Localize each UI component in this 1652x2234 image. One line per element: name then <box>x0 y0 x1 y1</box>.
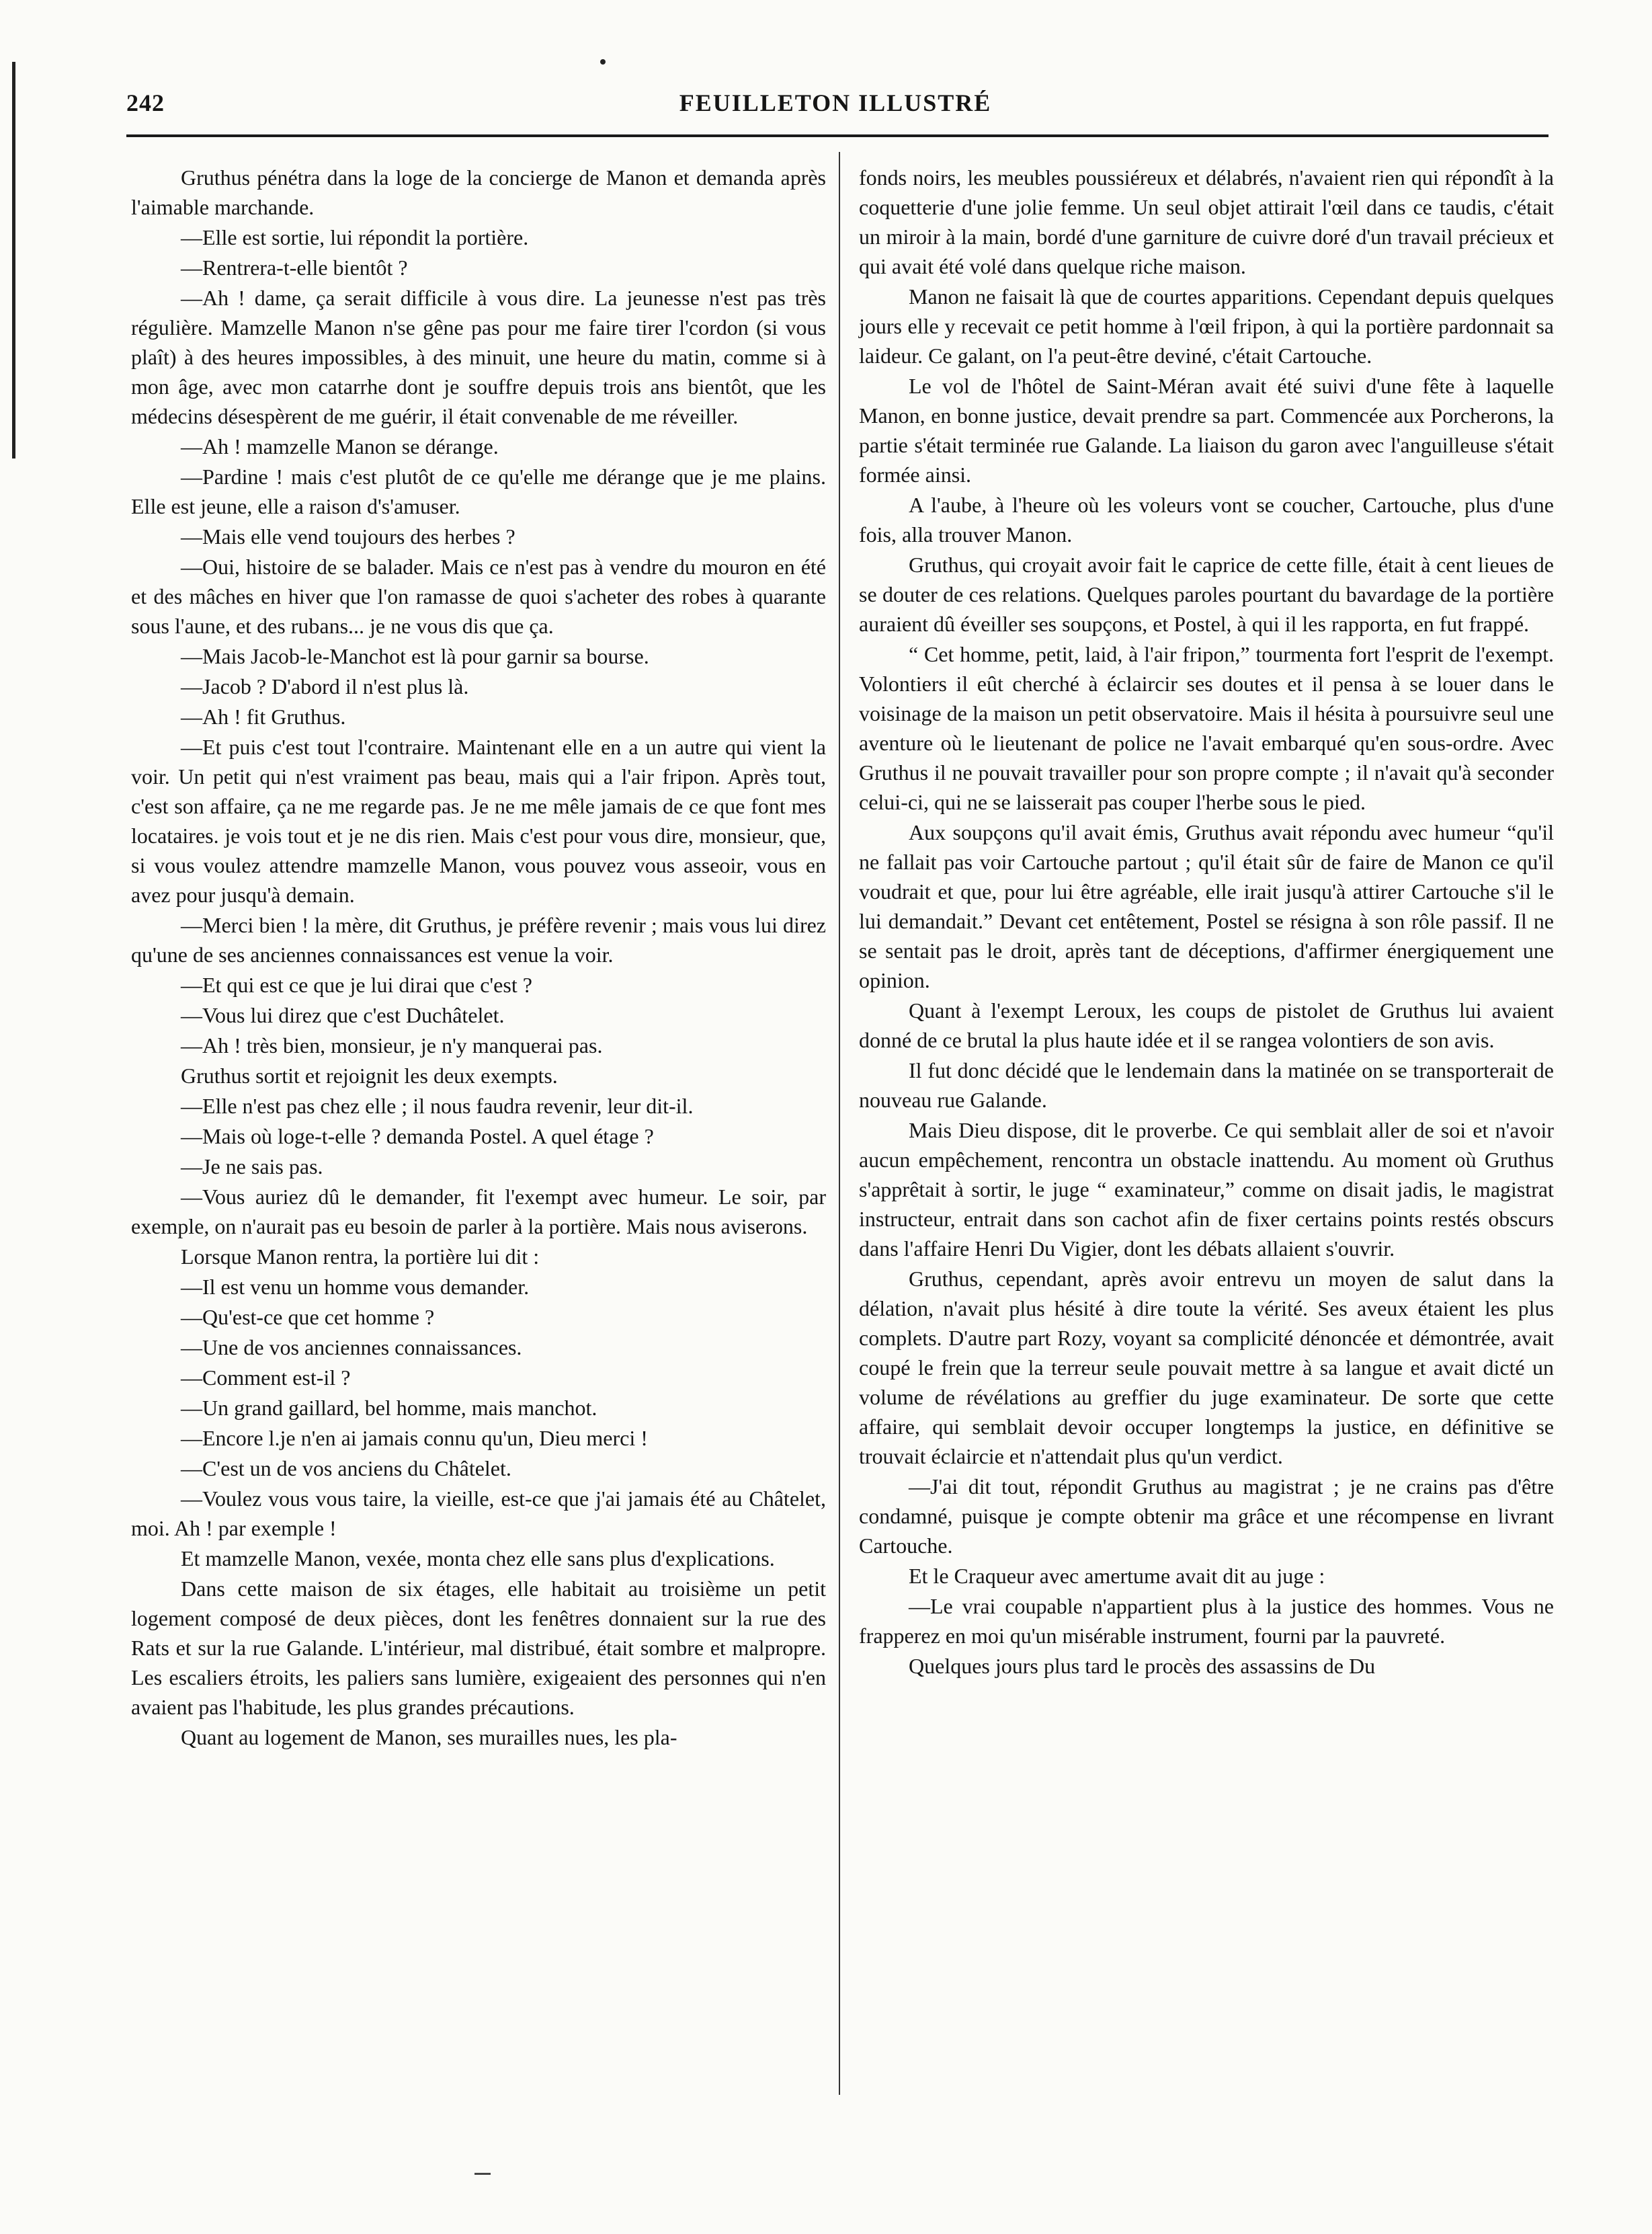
paragraph: “ Cet homme, petit, laid, à l'air fripon,” tourmenta fort l'esprit de l'exempt. Volontiers il eût cherché à éclaircir ses doutes et il pensa à se louer dans le voisinage de la maison un petit observatoire. Mais il hésita à poursuivre seul une aventure où le lieutenant de police ne l'avait embarqué qu'en sous-ordre. Avec Gruthus il ne pouvait travailler pour son propre compte ; il n'avait qu'à seconder celui-ci, qui ne se laisserait pas couper l'herbe sous le pied. <box>859 642 1554 814</box>
paragraph: —Le vrai coupable n'appartient plus à la justice des hommes. Vous ne frapperez en moi qu'un misérable instrument, fourni par la pauvreté. <box>859 1594 1554 1648</box>
paragraph: —Elle n'est pas chez elle ; il nous faudra revenir, leur dit-il. <box>181 1094 694 1118</box>
paragraph: —Ah ! fit Gruthus. <box>181 705 346 729</box>
page-number: 242 <box>126 89 165 116</box>
paragraph: —Voulez vous vous taire, la vieille, est-ce que j'ai jamais été au Châtelet, moi. Ah ! par exemple ! <box>131 1486 826 1540</box>
paragraph: Quant au logement de Manon, ses murailles nues, les pla- <box>181 1725 677 1749</box>
page-header <box>126 82 1544 129</box>
paragraph: Et le Craqueur avec amertume avait dit au juge : <box>909 1564 1325 1588</box>
paragraph: —Elle est sortie, lui répondit la portière. <box>181 225 529 249</box>
header-rule <box>126 134 1548 137</box>
paragraph: Il fut donc décidé que le lendemain dans la matinée on se transporterait de nouveau rue Galande. <box>859 1058 1554 1112</box>
right-column <box>859 163 1554 1681</box>
paragraph: Gruthus pénétra dans la loge de la concierge de Manon et demanda après l'aimable marchande. <box>131 165 826 219</box>
left-column <box>131 163 826 1753</box>
paragraph: —Ah ! dame, ça serait difficile à vous dire. La jeunesse n'est pas très régulière. Mamzelle Manon n'se gêne pas pour me faire tirer l'cordon (si vous plaît) à des heures impossibles, à des minuit, une heure du matin, comme si à mon âge, avec mon catarrhe dont je souffre depuis trois ans bientôt, que les médecins désespèrent de me guérir, il était convenable de me réveiller. <box>131 286 826 428</box>
binding-edge-mark <box>12 62 15 458</box>
paragraph: —Qu'est-ce que cet homme ? <box>181 1305 435 1329</box>
running-title: FEUILLETON ILLUSTRÉ <box>679 89 992 116</box>
paragraph: —Comment est-il ? <box>181 1365 351 1390</box>
paragraph: —Vous lui direz que c'est Duchâtelet. <box>181 1003 505 1027</box>
paragraph: Et mamzelle Manon, vexée, monta chez elle sans plus d'explications. <box>181 1546 775 1570</box>
paragraph: —Mais Jacob-le-Manchot est là pour garnir sa bourse. <box>181 644 649 668</box>
paragraph: —Oui, histoire de se balader. Mais ce n'est pas à vendre du mouron en été et des mâches en hiver que l'on ramasse de quoi s'acheter des robes à quarante sous l'aune, et des rubans... je ne vous dis que ça. <box>131 555 826 638</box>
paragraph: Aux soupçons qu'il avait émis, Gruthus avait répondu avec humeur “qu'il ne fallait pas voir Cartouche partout ; qu'il était sûr de faire de Manon ce qu'il voudrait et que, pour lui être agréable, elle irait jusqu'à attirer Cartouche s'il le lui demandait.” Devant cet entêtement, Postel se résigna à son rôle passif. Il ne se sentait pas le droit, après tant de déceptions, d'affirmer énergiquement une opinion. <box>859 820 1554 992</box>
paragraph: —Pardine ! mais c'est plutôt de ce qu'elle me dérange que je me plains. Elle est jeune, elle a raison d's'amuser. <box>131 465 826 518</box>
paragraph: —Vous auriez dû le demander, fit l'exempt avec humeur. Le soir, par exemple, on n'aurait pas eu besoin de parler à la portière. Mais nous aviserons. <box>131 1185 826 1238</box>
paragraph: Gruthus, qui croyait avoir fait le caprice de cette fille, était à cent lieues de se douter de ces relations. Quelques paroles pourtant du bavardage de la portière auraient dû éveiller ses soupçons, et Postel, à qui il les rapporta, en fut frappé. <box>859 553 1554 636</box>
paragraph: —Encore l.je n'en ai jamais connu qu'un, Dieu merci ! <box>181 1426 648 1450</box>
paragraph: Dans cette maison de six étages, elle habitait au troisième un petit logement composé de deux pièces, dont les fenêtres donnaient sur la rue des Rats et sur la rue Galande. L'intérieur, mal distribué, était sombre et malpropre. Les escaliers étroits, les paliers sans lumière, exigeaient des personnes qui n'en avaient pas l'habitude, les plus grandes précautions. <box>131 1577 826 1719</box>
paragraph: A l'aube, à l'heure où les voleurs vont se coucher, Cartouche, plus d'une fois, alla trouver Manon. <box>859 493 1554 547</box>
paragraph: Manon ne faisait là que de courtes apparitions. Cependant depuis quelques jours elle y recevait ce petit homme à l'œil fripon, à qui la portière pardonnait sa laideur. Ce galant, on l'a peut-être deviné, c'était Cartouche. <box>859 284 1554 368</box>
paragraph: Le vol de l'hôtel de Saint-Méran avait été suivi d'une fête à laquelle Manon, en bonne justice, devait prendre sa part. Commencée aux Porcherons, la partie s'était terminée rue Galande. La liaison du garon avec l'anguilleuse s'était formée ainsi. <box>859 374 1554 487</box>
paragraph: Quelques jours plus tard le procès des assassins de Du <box>909 1654 1376 1678</box>
ink-dot <box>600 59 606 65</box>
paragraph: —Rentrera-t-elle bientôt ? <box>181 255 408 280</box>
footer-dash <box>474 2173 491 2175</box>
paragraph: —Mais où loge-t-elle ? demanda Postel. A quel étage ? <box>181 1124 654 1148</box>
paragraph: —Il est venu un homme vous demander. <box>181 1275 530 1299</box>
paragraph: —Je ne sais pas. <box>181 1154 323 1179</box>
paragraph: fonds noirs, les meubles poussiéreux et délabrés, n'avaient rien qui répondît à la coquetterie d'une jolie femme. Un seul objet attirait l'œil dans ce taudis, c'était un miroir à la main, bordé d'une garniture de cuivre doré d'un travail précieux et qui avait été volé dans quelque riche maison. <box>859 165 1554 278</box>
paragraph: —Mais elle vend toujours des herbes ? <box>181 524 515 549</box>
paragraph: —Jacob ? D'abord il n'est plus là. <box>181 674 469 699</box>
column-divider <box>839 152 840 2095</box>
paragraph: —Ah ! très bien, monsieur, je n'y manquerai pas. <box>181 1033 603 1058</box>
paragraph: Gruthus, cependant, après avoir entrevu un moyen de salut dans la délation, n'avait plus hésité à dire toute la vérité. Ses aveux étaient les plus complets. D'autre part Rozy, voyant sa complicité dénoncée et démontrée, avait coupé le frein que la terreur seule pouvait mettre à sa langue et avait dicté un volume de révélations au greffier du juge examinateur. De sorte que cette affaire, qui semblait devoir occuper longtemps la justice, en définitive se trouvait éclaircie et n'attendait plus qu'un verdict. <box>859 1267 1554 1468</box>
paragraph: —C'est un de vos anciens du Châtelet. <box>181 1456 511 1480</box>
paragraph: Gruthus sortit et rejoignit les deux exempts. <box>181 1064 558 1088</box>
paragraph: —Et qui est ce que je lui dirai que c'est ? <box>181 973 532 997</box>
paragraph: —Ah ! mamzelle Manon se dérange. <box>181 434 499 458</box>
paragraph: —Et puis c'est tout l'contraire. Maintenant elle en a un autre qui vient la voir. Un petit qui n'est vraiment pas beau, mais qui a l'air fripon. Après tout, c'est son affaire, ça ne me regarde pas. Je ne me mêle jamais de ce que font mes locataires. je vois tout et je ne dis rien. Mais c'est pour vous dire, monsieur, que, si vous voulez attendre mamzelle Manon, vous pouvez vous asseoir, vous en avez pour jusqu'à demain. <box>131 735 826 907</box>
paragraph: Mais Dieu dispose, dit le proverbe. Ce qui semblait aller de soi et n'avoir aucun empêchement, rencontra un obstacle inattendu. Au moment où Gruthus s'apprêtait à sortir, le juge “ examinateur,” comme on disait jadis, le magistrat instructeur, entrait dans son cachot afin de fixer certains points restés obscurs dans l'affaire Henri Du Vigier, dont les débats allaient s'ouvrir. <box>859 1118 1554 1261</box>
paragraph: —Merci bien ! la mère, dit Gruthus, je préfère revenir ; mais vous lui direz qu'une de ses anciennes connaissances est venue la voir. <box>131 913 826 967</box>
paragraph: Lorsque Manon rentra, la portière lui dit : <box>181 1244 540 1269</box>
paragraph: Quant à l'exempt Leroux, les coups de pistolet de Gruthus lui avaient donné de ce brutal la plus haute idée et il se rangea volontiers de son avis. <box>859 998 1554 1052</box>
paragraph: —Une de vos anciennes connaissances. <box>181 1335 522 1359</box>
paragraph: —J'ai dit tout, répondit Gruthus au magistrat ; je ne crains pas d'être condamné, puisque je compte obtenir ma grâce et une récompense en livrant Cartouche. <box>859 1474 1554 1558</box>
paragraph: —Un grand gaillard, bel homme, mais manchot. <box>181 1396 597 1420</box>
